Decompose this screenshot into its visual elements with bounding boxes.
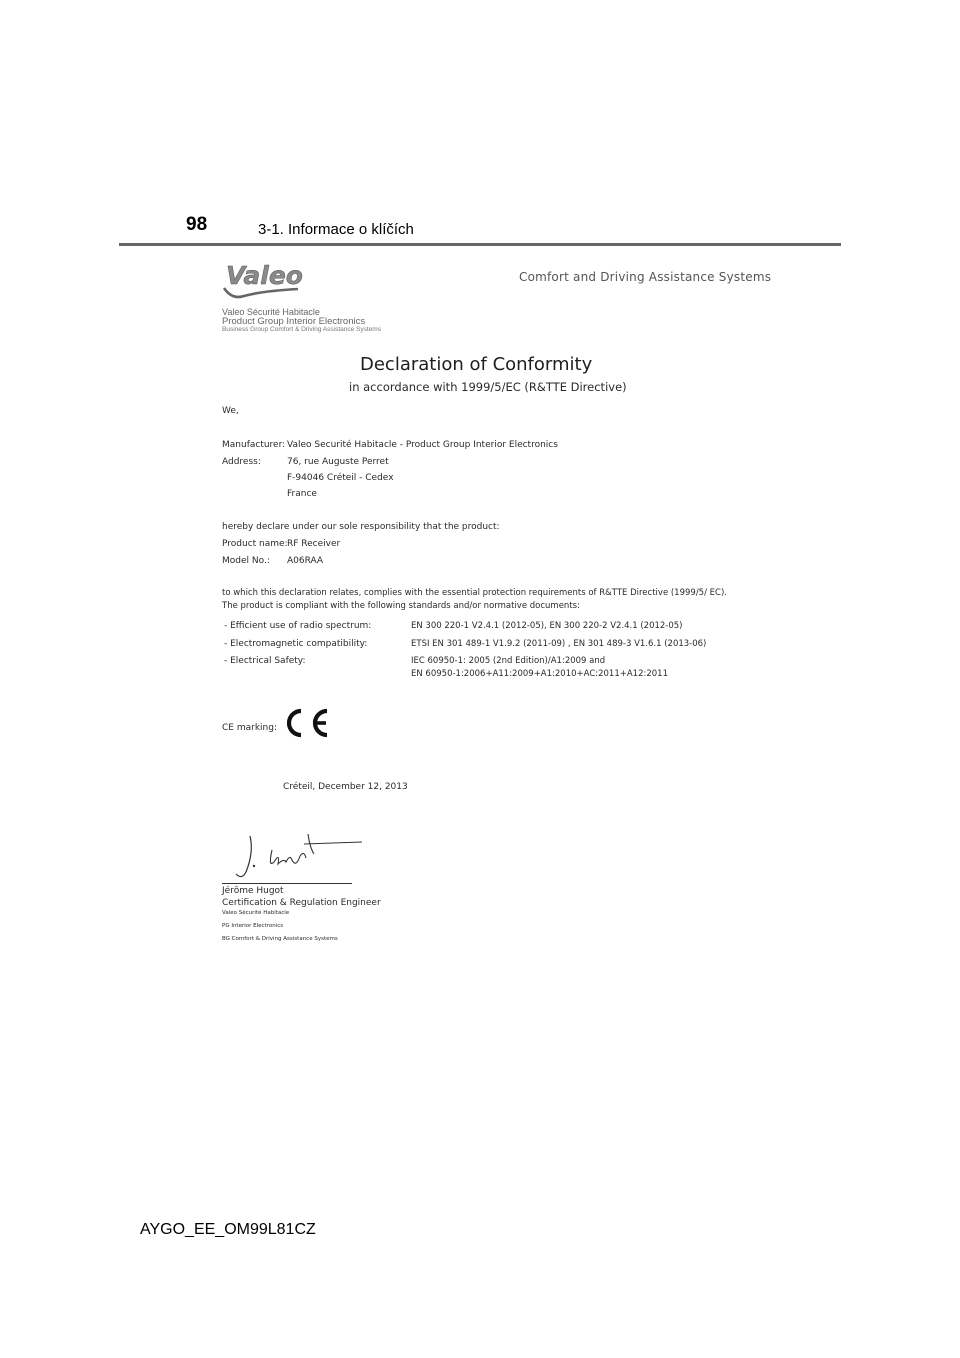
standard-label-emc: - Electromagnetic compatibility: [224, 639, 368, 649]
company-line-3: Business Group Comfort & Driving Assistance Systems [222, 326, 381, 333]
declare-text: hereby declare under our sole responsibility that the product: [222, 522, 500, 532]
company-line-1: Valeo Sécurité Habitacle [222, 307, 320, 317]
place-date: Créteil, December 12, 2013 [283, 782, 408, 792]
company-line-2: Product Group Interior Electronics [222, 316, 366, 327]
signatory-org-3: BG Comfort & Driving Assistance Systems [222, 936, 338, 942]
address-line-2: F-94046 Créteil - Cedex [287, 473, 394, 483]
compliance-text-2: The product is compliant with the following standards and/or normative documents: [222, 601, 580, 611]
standard-value-safety-2: EN 60950-1:2006+A11:2009+A1:2010+AC:2011+A12:2011 [411, 669, 668, 679]
svg-text:Valeo: Valeo [226, 261, 303, 290]
product-name-value: RF Receiver [287, 539, 341, 549]
signatory-org-2: PG Interior Electronics [222, 923, 284, 929]
document-title: Declaration of Conformity [360, 354, 593, 375]
ce-mark-icon [281, 707, 333, 739]
model-no-value: A06RAA [287, 556, 324, 566]
standard-label-radio: - Efficient use of radio spectrum: [224, 621, 372, 631]
standard-value-safety: IEC 60950-1: 2005 (2nd Edition)/A1:2009 and [411, 656, 606, 666]
section-title: 3-1. Informace o klíčích [258, 221, 414, 238]
standard-value-emc: ETSI EN 301 489-1 V1.9.2 (2011-09) , EN 301 489-3 V1.6.1 (2013-06) [411, 639, 707, 649]
handwritten-signature [224, 828, 366, 884]
manufacturer-value: Valeo Securité Habitacle - Product Group Interior Electronics [287, 440, 558, 450]
model-no-label: Model No.: [222, 556, 270, 566]
address-line-1: 76, rue Auguste Perret [287, 457, 389, 467]
letterhead-tagline: Comfort and Driving Assistance Systems [519, 270, 772, 284]
standard-label-safety: - Electrical Safety: [224, 656, 306, 666]
compliance-text-1: to which this declaration relates, complies with the essential protection requirements of R&TTE Directive (1999/5/ EC). [222, 588, 727, 598]
address-label: Address: [222, 457, 261, 467]
document-subtitle: in accordance with 1999/5/EC (R&TTE Directive) [349, 380, 627, 394]
standard-value-radio: EN 300 220-1 V2.4.1 (2012-05), EN 300 220-2 V2.4.1 (2012-05) [411, 621, 683, 631]
manufacturer-label: Manufacturer: [222, 440, 286, 450]
we-text: We, [222, 406, 239, 416]
signatory-title: Certification & Regulation Engineer [222, 898, 381, 908]
signature-line [222, 883, 352, 884]
ce-marking-label: CE marking: [222, 723, 277, 733]
valeo-logo [222, 258, 308, 306]
signatory-org-1: Valeo Sécurité Habitacle [222, 910, 290, 916]
address-line-3: France [287, 489, 317, 499]
page-number: 98 [186, 214, 208, 235]
footer-code: AYGO_EE_OM99L81CZ [140, 1221, 316, 1238]
product-name-label: Product name: [222, 539, 288, 549]
header-rule [119, 243, 841, 246]
signatory-name: Jérôme Hugot [222, 886, 284, 896]
